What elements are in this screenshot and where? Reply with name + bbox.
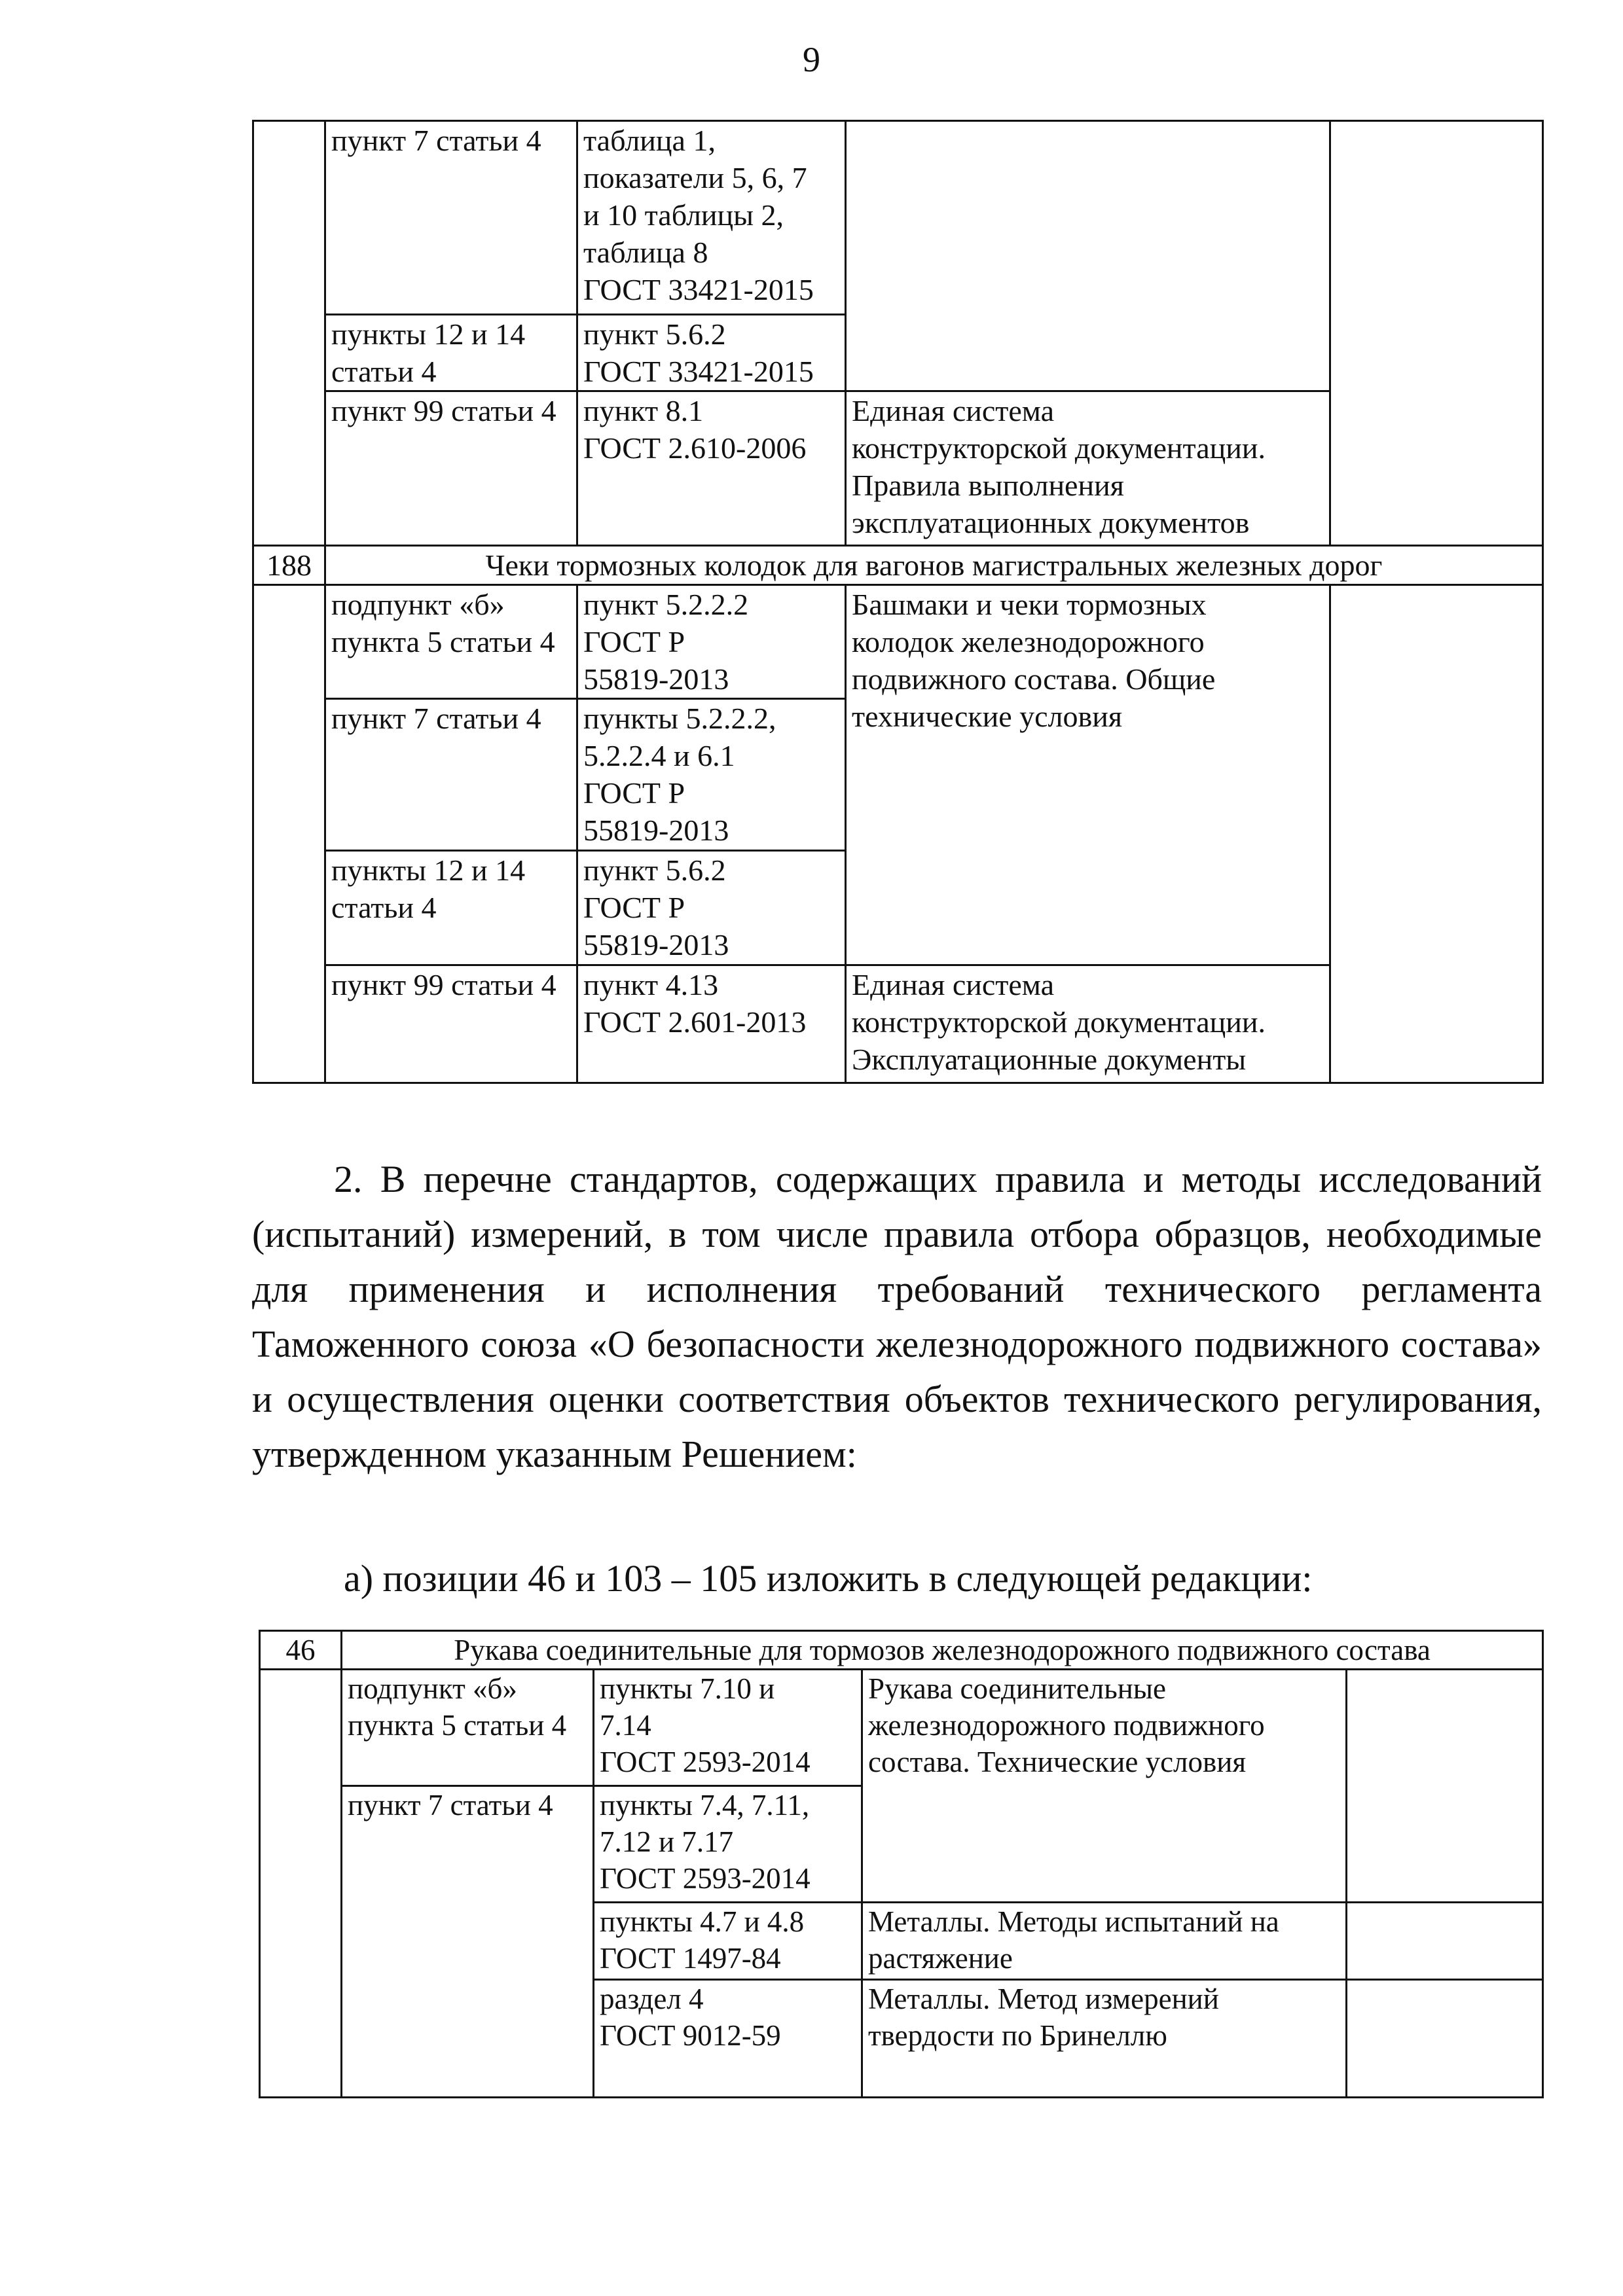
position-number: 188 xyxy=(253,546,325,585)
amendment-paragraph: 2. В перечне стандартов, содержащих правила и методы исследований (испытаний) измерений, в том числе правила отбора образцов, необходимые для применения и исполнения требований технического регламента Таможенного союза «О безопасности железнодорожного подвижного состава» и осуществления оценки соответствия объектов технического регулирования, утвержденном указанным Решением: xyxy=(252,1158,1542,1475)
standard-cell: пункты 7.10 и 7.14 ГОСТ 2593-2014 xyxy=(594,1670,862,1786)
standard-name-cell: Рукава соединительные железнодорожного подвижного состава. Технические условия xyxy=(862,1670,1347,1903)
empty-cell xyxy=(253,121,325,546)
standard-cell: пункт 5.6.2 ГОСТ 33421-2015 xyxy=(577,315,846,391)
empty-cell xyxy=(1330,121,1543,546)
article-cell: пункт 99 статьи 4 xyxy=(325,965,577,1083)
article-cell: пункты 12 и 14 статьи 4 xyxy=(325,851,577,965)
standard-cell: таблица 1, показатели 5, 6, 7 и 10 таблицы 2, таблица 8 ГОСТ 33421-2015 xyxy=(577,121,846,315)
article-cell: пункт 7 статьи 4 xyxy=(342,1786,594,2098)
standard-cell: пункты 5.2.2.2, 5.2.2.4 и 6.1 ГОСТ Р 55819-2013 xyxy=(577,699,846,851)
empty-cell xyxy=(260,1670,342,2098)
page-number: 9 xyxy=(803,40,820,79)
position-number: 46 xyxy=(260,1631,342,1670)
standard-cell: пункт 5.6.2 ГОСТ Р 55819-2013 xyxy=(577,851,846,965)
section-header-row xyxy=(260,1631,1543,1670)
section-title: Чеки тормозных колодок для вагонов магистральных железных дорог xyxy=(325,546,1543,585)
table-row xyxy=(260,1670,1543,1786)
article-cell: пункт 7 статьи 4 xyxy=(325,699,577,851)
standard-cell: пункт 8.1 ГОСТ 2.610-2006 xyxy=(577,391,846,546)
standard-name-cell: Металлы. Методы испытаний на растяжение xyxy=(862,1903,1347,1980)
table-row xyxy=(253,121,1543,315)
standard-cell: пункт 4.13 ГОСТ 2.601-2013 xyxy=(577,965,846,1083)
section-header-row xyxy=(253,546,1543,585)
table-row xyxy=(253,585,1543,699)
empty-cell xyxy=(1347,1670,1543,1903)
standard-cell: пункты 4.7 и 4.8 ГОСТ 1497-84 xyxy=(594,1903,862,1980)
standard-cell: раздел 4 ГОСТ 9012-59 xyxy=(594,1980,862,2098)
article-cell: пункт 7 статьи 4 xyxy=(325,121,577,315)
empty-cell xyxy=(253,585,325,1083)
standards-table-top xyxy=(252,120,1544,1084)
section-title: Рукава соединительные для тормозов железнодорожного подвижного состава xyxy=(342,1631,1543,1670)
standard-name-cell: Башмаки и чеки тормозных колодок железнодорожного подвижного состава. Общие технические условия xyxy=(846,585,1330,965)
article-cell: подпункт «б» пункта 5 статьи 4 xyxy=(325,585,577,699)
empty-cell xyxy=(846,121,1330,391)
article-cell: пункт 99 статьи 4 xyxy=(325,391,577,546)
empty-cell xyxy=(1347,1903,1543,1980)
empty-cell xyxy=(1347,1980,1543,2098)
empty-cell xyxy=(1330,585,1543,1083)
article-cell: пункты 12 и 14 статьи 4 xyxy=(325,315,577,391)
article-cell: подпункт «б» пункта 5 статьи 4 xyxy=(342,1670,594,1786)
standard-name-cell: Единая система конструкторской документации. Правила выполнения эксплуатационных документов xyxy=(846,391,1330,546)
standard-cell: пункты 7.4, 7.11, 7.12 и 7.17 ГОСТ 2593-2014 xyxy=(594,1786,862,1903)
standards-table-bottom xyxy=(259,1630,1544,2098)
amendment-subparagraph: а) позиции 46 и 103 – 105 изложить в следующей редакции: xyxy=(344,1557,1313,1600)
standard-name-cell: Единая система конструкторской документации. Эксплуатационные документы xyxy=(846,965,1330,1083)
standard-cell: пункт 5.2.2.2 ГОСТ Р 55819-2013 xyxy=(577,585,846,699)
standard-name-cell: Металлы. Метод измерений твердости по Бринеллю xyxy=(862,1980,1347,2098)
